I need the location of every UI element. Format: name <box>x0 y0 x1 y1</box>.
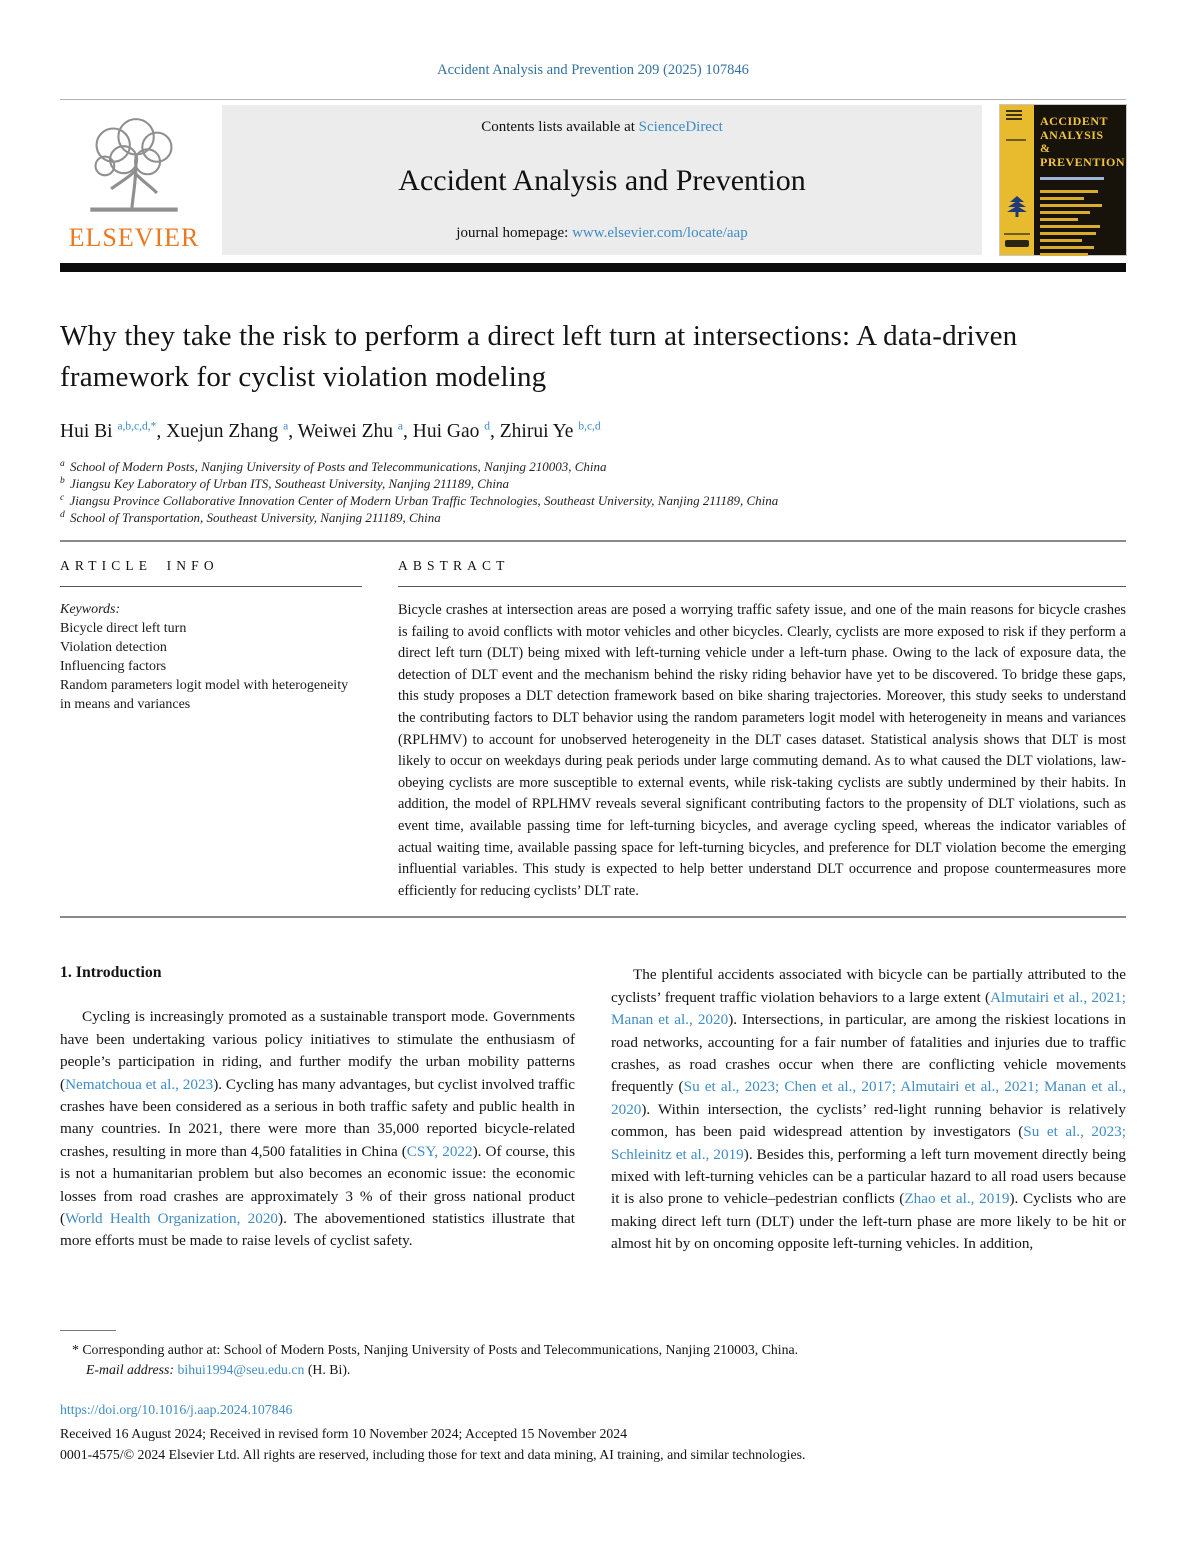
cover-sciencedirect-badge <box>1005 240 1029 247</box>
introduction-heading: 1. Introduction <box>60 964 162 982</box>
journal-cover-thumbnail <box>1000 105 1126 255</box>
text-segment: ). Besides this, performing a left turn movement directly being mixed with left-turning vehicles can be a particular hazard to all road users because it is also prone to vehicle–pedestrian conflicts ( <box>611 1145 1127 1208</box>
cover-yellow-strip <box>1000 105 1034 255</box>
journal-banner <box>222 105 982 255</box>
text-segment: ). Within intersection, the cyclists’ red-light running behavior is relatively common, has been paid widespread attention by investigators ( <box>611 1100 1126 1141</box>
author-affiliation-sup: a,b,c,d,* <box>117 420 157 433</box>
homepage-link[interactable]: www.elsevier.com/locate/aap <box>572 225 748 241</box>
abstract-text: Bicycle crashes at intersection areas are posed a worrying traffic safety issue, and one of the main reasons for bicycle crashes is failing to avoid conflicts with motor vehicles and other bicycles. Clearly, cyclists are more exposed to risk if they perform a direct left turn (DLT) being mixed with left-turning vehicle under a left-turn phase. Owing to the lack of exposure data, the detection of DLT event and the mechanism behind the risky riding behavior have yet to be discovered. To bridge these gaps, this study proposes a DLT detection framework based on bike sharing trajectories. Moreover, this study seeks to understand the contributing factors to DLT behavior using the random parameters logit model with heterogeneity in means and variances (RPLHMV) to account for unobserved heterogeneity in the DLT cases dataset. Statistical analysis shows that DLT is most likely to occur on weekdays during peak periods under large commuting demand. As to what caused the DLT violations, law-obeying cyclists are more susceptible to external events, while risk-taking cyclists are subtly undermined by their habits. In addition, the model of RPLHMV reveals several significant contributing factors to the propensity of DLT violations, such as event time, available passing time for left-turning bicycles, and average cycling speed, whereas the indicator variables of actual waiting time, available passing space for left-turning bicycles, and preference for DLT violation become the emerging influential variables. This study is expected to help better understand DLT occurrence and propose countermeasures more efficiently for reducing cyclists’ DLT rate. <box>398 602 1126 899</box>
keyword: Influencing factors <box>60 659 167 674</box>
text-segment: Cycling is increasingly promoted as a sustainable transport mode. Governments have been undertaking various policy initiatives to stimulate the enthusiasm of people’s participation in riding, and further modify the urban mobility patterns ( <box>60 1008 575 1093</box>
affiliation-sup: b <box>60 475 65 486</box>
citation-link[interactable]: Su et al., 2023; Chen et al., 2017; Almutairi et al., 2021; Manan et al., 2020 <box>611 1078 1127 1118</box>
body-column-right <box>611 964 1126 1255</box>
cover-society-text <box>1004 233 1030 235</box>
corresponding-author-note: * Corresponding author at: School of Modern Posts, Nanjing University of Posts and Telecommunications, Nanjing 210003, China. <box>72 1342 799 1357</box>
doi-link[interactable]: https://doi.org/10.1016/j.aap.2024.107846 <box>60 1402 293 1417</box>
journal-header <box>60 105 1126 255</box>
elsevier-tree-icon <box>82 115 186 221</box>
contents-prefix: Contents lists available at <box>481 119 639 135</box>
paper-title: Why they take the risk to perform a direct left turn at intersections: A data-driven framework for cyclist violation modeling <box>60 320 1018 393</box>
text-segment: ). The abovementioned statistics illustrate that more efforts must be made to raise levels of cyclist safety. <box>60 1209 575 1250</box>
affiliation-sup: c <box>60 492 65 503</box>
body-column-left <box>60 964 575 1255</box>
article-info-heading: ARTICLE INFO <box>60 558 219 573</box>
author-name: Zhirui Ye $^{b,c,d}$ <box>499 420 601 442</box>
journal-citation: Accident Analysis and Prevention 209 (2025) 107846 <box>437 62 749 78</box>
author-affiliation-sup: a <box>283 420 289 433</box>
author-separator: , <box>490 421 500 442</box>
divider-above-article-info <box>60 540 1126 542</box>
cover-main-area <box>1040 114 1126 256</box>
cover-journal-title <box>1040 114 1126 169</box>
elsevier-logo <box>60 105 208 255</box>
abstract-rule <box>398 586 1126 587</box>
copyright-line: 0001-4575/© 2024 Elsevier Ltd. All rights are reserved, including those for text and data mining, AI training, and similar technologies. <box>60 1447 806 1462</box>
keyword: Bicycle direct left turn <box>60 621 187 636</box>
citation-link[interactable]: Nematchoua et al., 2023 <box>65 1075 214 1093</box>
elsevier-wordmark: ELSEVIER <box>68 223 200 252</box>
cover-strip-text <box>1006 110 1022 120</box>
header-top-rule <box>60 99 1126 100</box>
affiliation: $^a$ School of Modern Posts, Nanjing University of Posts and Telecommunications, Nanjing 210003, China <box>60 458 607 474</box>
text-segment: ). Cycling has many advantages, but cyclist involved traffic crashes have been considered as a serious in both traffic safety and public health in many countries. In 2021, there were more than 35,000 reported bicycle-related crashes, resulting in more than 4,500 fatalities in China ( <box>60 1075 576 1160</box>
affiliation: $^c$ Jiangsu Province Collaborative Innovation Center of Modern Urban Traffic Technologies, Southeast University, Nanjing 211189, China <box>60 492 779 508</box>
keyword: Violation detection <box>60 640 167 655</box>
author-name: Xuejun Zhang $^a$ <box>166 420 289 442</box>
homepage-line <box>456 225 747 242</box>
footnote-rule <box>60 1330 116 1331</box>
citation-link[interactable]: Almutairi et al., 2021; Manan et al., 2020 <box>611 988 1126 1029</box>
body-text-columns <box>60 964 1126 1255</box>
divider-below-abstract <box>60 916 1126 918</box>
author-name: Hui Gao $^d$ <box>412 420 490 442</box>
author-name: Hui Bi $^{a,b,c,d,*}$ <box>60 420 157 442</box>
abstract-heading: ABSTRACT <box>398 558 510 573</box>
introduction-paragraph <box>611 964 1126 1255</box>
affiliation-sup: a <box>60 458 65 469</box>
citation-link[interactable]: CSY, 2022 <box>406 1142 473 1160</box>
affiliation: $^d$ School of Transportation, Southeast University, Nanjing 211189, China <box>60 509 441 525</box>
cover-editor-line <box>1040 177 1104 180</box>
text-segment: The plentiful accidents associated with bicycle can be partially attributed to the cyclists’ frequent traffic violation behaviors to a large extent ( <box>611 966 1126 1006</box>
citation-link[interactable]: Zhao et al., 2019 <box>904 1190 1010 1208</box>
text-segment: ). Of course, this is not a humanitarian problem but also becomes an economic issue: the economic losses from road crashes are approximately 3 % of their gross national product ( <box>60 1142 575 1227</box>
cover-topic-list <box>1040 190 1118 256</box>
abstract-column <box>398 558 1126 902</box>
author-name: Weiwei Zhu $^a$ <box>297 420 403 442</box>
affiliation-sup: d <box>60 509 65 520</box>
author-affiliation-sup: b,c,d <box>578 420 601 433</box>
text-segment: ). Intersections, in particular, are among the riskiest locations in road networks, accounting for a fair number of fatalities and injuries due to traffic crashes, as road crashes occur when there are conflicting vehicle movements frequently ( <box>611 1011 1126 1096</box>
header-black-bar <box>60 263 1126 272</box>
article-info-rule <box>60 586 362 587</box>
homepage-prefix: journal homepage: <box>456 225 573 241</box>
affiliation-list <box>60 458 1126 526</box>
journal-title: Accident Analysis and Prevention <box>398 163 806 197</box>
author-affiliation-sup: a <box>397 420 403 433</box>
email-line <box>60 1362 1126 1378</box>
cover-title-line: ACCIDENT <box>1040 114 1109 128</box>
info-abstract-section <box>60 558 1126 902</box>
keyword: Random parameters logit model with heterogeneity in means and variances <box>60 678 349 712</box>
cover-title-line: PREVENTION <box>1040 154 1126 169</box>
footnote-block <box>60 1330 1126 1463</box>
introduction-paragraph <box>60 1006 575 1252</box>
cover-issn-text <box>1006 139 1026 141</box>
email-link[interactable]: bihui1994@seu.edu.cn <box>177 1362 305 1377</box>
author-affiliation-sup: d <box>484 420 490 433</box>
affiliation: $^b$ Jiangsu Key Laboratory of Urban ITS, Southeast University, Nanjing 211189, China <box>60 475 509 491</box>
received-dates: Received 16 August 2024; Received in revised form 10 November 2024; Accepted 15 November 2024 <box>60 1426 628 1441</box>
email-suffix: (H. Bi). <box>304 1362 351 1377</box>
citation-link[interactable]: Su et al., 2023; Schleinitz et al., 2019 <box>611 1123 1126 1163</box>
keywords-label: Keywords: <box>60 602 121 617</box>
sciencedirect-link[interactable]: ScienceDirect <box>638 119 723 135</box>
cover-tree-icon <box>1004 195 1030 221</box>
citation-link[interactable]: World Health Organization, 2020 <box>65 1209 279 1227</box>
cover-title-line: ANALYSIS <box>1040 127 1104 142</box>
author-separator: , <box>403 421 413 442</box>
author-separator: , <box>288 421 298 442</box>
email-label: E-mail address: <box>86 1362 175 1377</box>
author-separator: , <box>156 421 167 442</box>
contents-line <box>481 119 723 136</box>
author-list <box>60 421 1126 443</box>
cover-title-line: & <box>1040 141 1051 155</box>
keywords-list <box>60 619 362 714</box>
article-info-column <box>60 558 362 902</box>
text-segment: ). Cyclists who are making direct left turn (DLT) under the left-turn phase are more likely to be hit or almost hit by on oncoming opposite left-turning vehicles. In addition, <box>611 1190 1126 1253</box>
